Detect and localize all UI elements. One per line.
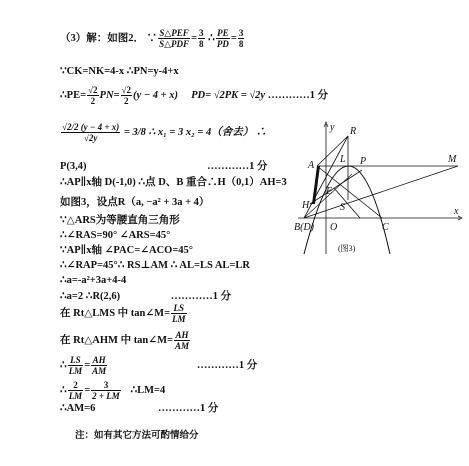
- line-15: 在 Rt△AHM 中 tan∠M= $\frac{AH}{AM}$: [60, 330, 189, 351]
- label-H: H: [302, 200, 310, 211]
- line-2: ∵CK=NK=4-x ∴PN=y-4+x: [60, 66, 179, 77]
- score-mark: …………1 分: [267, 89, 329, 101]
- line-7: 如图3，设点R（a, −a² + 3a + 4）: [60, 197, 210, 208]
- line-14: 在 Rt△LMS 中 tan∠M= $\frac{LS}{LM}$: [60, 303, 186, 324]
- line-4: $\frac{√2/2 (y - 4 + x)}{√2y}$ = 3/8 ∴ x₁ = 3 x₂ = 4（舍去） ∴: [62, 122, 267, 143]
- label-E: E: [326, 186, 333, 197]
- score-mark: …………1 分: [170, 291, 232, 302]
- line-3: ∴PE= $\frac{√2}{2}$ PN= $\frac{√2}{2}$ (y − 4 + x) PD= √2PK = √2y …………1 分: [60, 85, 329, 106]
- label-C: C: [382, 222, 389, 233]
- line-17: ∴ $\frac{2}{LM}$ = $\frac{3}{2 + LM}$ ∴LM=4: [60, 380, 166, 401]
- line-18: ∴AM=6 …………1 分: [60, 403, 219, 414]
- label-B-D: B(D): [294, 222, 314, 233]
- label-y: y: [330, 122, 335, 133]
- label-S: S: [340, 202, 345, 213]
- line-12: ∴a=-a²+3a+4-4: [60, 275, 127, 286]
- label-L: L: [340, 154, 346, 165]
- line-1: （3）解：如图2． ∵ $\frac{\text{S△PEF}}{\text{S△PDF}}$ = $\frac{3}{8}$ ∴ $\frac{PE}{PD}$ = $\frac{3}{8}$: [60, 28, 244, 49]
- label-R: R: [350, 126, 357, 137]
- label-x: x: [454, 206, 459, 217]
- figure-caption: (图3): [338, 244, 356, 253]
- label-M: M: [448, 154, 457, 165]
- line-9: ∴∠RAS=90° ∠ARS=45°: [60, 230, 171, 241]
- line-5: P(3,4) …………1 分: [60, 161, 268, 172]
- score-mark: …………1 分: [196, 359, 258, 371]
- label-A: A: [308, 160, 315, 171]
- line-16: ∴ $\frac{LS}{LM}$ = $\frac{AH}{AM}$ …………1 分: [60, 355, 258, 376]
- figure-3-diagram: [290, 118, 466, 256]
- line-6: ∴AP∥x轴 D(-1,0) ∴点 D、B 重合∴H（0,1）AH=3: [60, 177, 287, 188]
- score-mark: …………1 分: [207, 161, 268, 172]
- segment-E-S: [334, 188, 360, 218]
- line-11: ∴∠RAP=45°∴ RS⊥AM ∴ AL=LS AL=LR: [60, 260, 251, 271]
- line-13: ∴a=2 ∴R(2,6) …………1 分: [60, 291, 232, 302]
- label-O: O: [330, 222, 338, 233]
- score-mark: …………1 分: [158, 403, 219, 414]
- line-10: ∵AP∥x轴 ∠PAC=∠ACO=45°: [60, 245, 194, 256]
- line-8: ∵△ARS为等腰直角三角形: [60, 215, 180, 226]
- grading-note: 注：如有其它方法可酌情给分: [75, 431, 199, 441]
- label-P: P: [360, 156, 367, 167]
- step-heading: （3）解：如图2．: [60, 32, 144, 44]
